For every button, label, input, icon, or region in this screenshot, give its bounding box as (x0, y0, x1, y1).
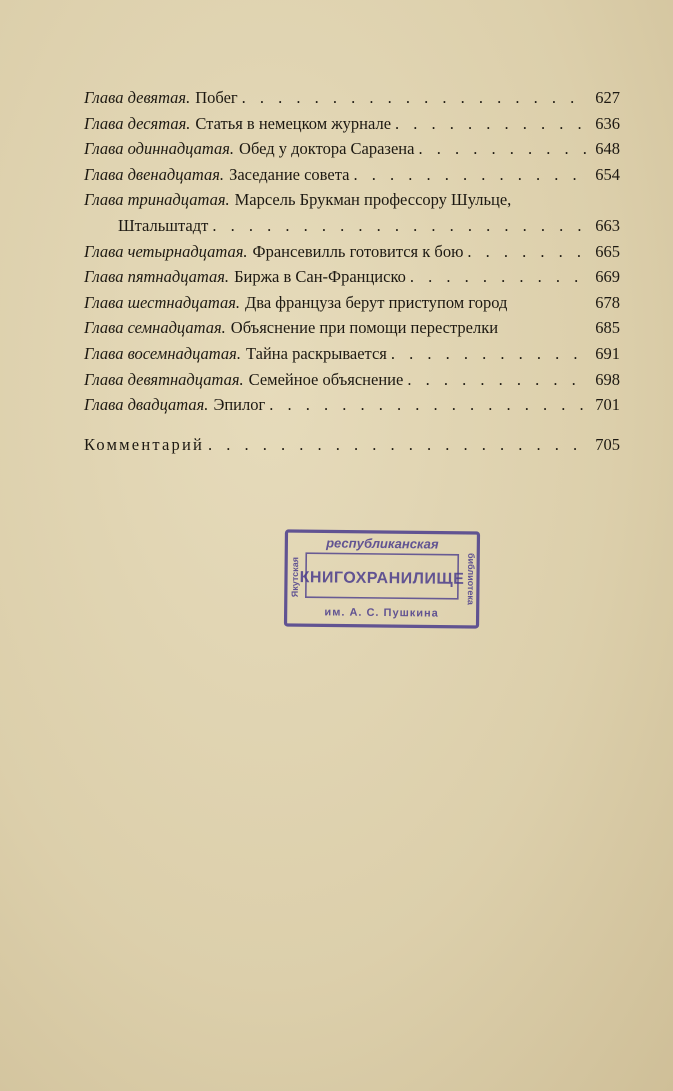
chapter-title: Два француза берут приступом город (245, 292, 508, 312)
leader-dots (391, 344, 586, 364)
chapter-title: Штальштадт (118, 215, 209, 235)
leader-dots (269, 395, 586, 415)
toc-entry-17 (84, 318, 620, 344)
section-gap (84, 421, 620, 435)
chapter-label: Глава девятнадцатая. (84, 369, 244, 389)
toc-entry-13 (84, 190, 620, 216)
stamp-left-vertical: Якутская (289, 556, 301, 598)
page-number: 678 (595, 292, 620, 312)
page-number: 701 (595, 395, 620, 415)
page-number: 705 (595, 434, 620, 454)
chapter-title: Заседание совета (229, 164, 350, 184)
chapter-title: Эпилог (213, 395, 266, 415)
chapter-title: Семейное объяснение (248, 369, 404, 389)
chapter-label: Глава тринадцатая. (84, 190, 230, 210)
chapter-title: Тайна раскрывается (245, 343, 387, 363)
chapter-title: Марсель Брукман профессору Шульце, (234, 190, 512, 210)
toc-entry-10 (84, 114, 620, 140)
stamp-line-1: республиканская (326, 535, 439, 552)
page-number: 648 (595, 139, 620, 159)
chapter-label: Глава четырнадцатая. (84, 241, 248, 261)
chapter-label: Глава восемнадцатая. (84, 343, 241, 363)
leader-dots (242, 88, 586, 108)
page-number: 685 (595, 318, 620, 338)
stamp-right-vertical: библиотека (465, 552, 477, 605)
table-of-contents (84, 88, 620, 460)
chapter-label: Глава двенадцатая. (84, 164, 225, 184)
page-number: 663 (595, 215, 620, 235)
page-number: 691 (595, 343, 620, 363)
commentary-title: Комментарий (84, 434, 205, 454)
leader-dots (212, 216, 586, 236)
leader-dots (395, 114, 586, 134)
chapter-title: Обед у доктора Саразена (239, 139, 415, 159)
chapter-label: Глава одиннадцатая. (84, 139, 235, 159)
toc-entry-18 (84, 344, 620, 370)
leader-dots (208, 435, 586, 455)
chapter-title: Побег (195, 88, 238, 107)
toc-entry-13-continued (84, 216, 620, 242)
page-number: 627 (595, 88, 620, 107)
toc-entry-14 (84, 242, 620, 268)
chapter-title: Биржа в Сан-Франциско (234, 267, 406, 287)
library-stamp (281, 525, 482, 633)
toc-entry-commentary (84, 435, 620, 461)
leader-dots (353, 165, 586, 185)
chapter-label: Глава девятая. (84, 88, 191, 107)
toc-entry-20 (84, 395, 620, 421)
stamp-line-2: КНИГОХРАНИЛИЩЕ (299, 569, 465, 588)
toc-entry-19 (84, 370, 620, 396)
chapter-label: Глава двадцатая. (84, 395, 209, 415)
chapter-label: Глава семнадцатая. (84, 318, 226, 338)
chapter-label: Глава пятнадцатая. (84, 267, 230, 287)
page-number: 654 (595, 164, 620, 184)
leader-dots (418, 139, 586, 159)
toc-entry-11 (84, 139, 620, 165)
chapter-label: Глава шестнадцатая. (84, 292, 241, 312)
toc-entry-16 (84, 293, 620, 319)
stamp-line-3: им. А. С. Пушкина (324, 606, 439, 620)
leader-dots (410, 267, 586, 287)
page-number: 698 (595, 369, 620, 389)
toc-entry-12 (84, 165, 620, 191)
page-number: 636 (595, 113, 620, 133)
page-number: 665 (595, 241, 620, 261)
chapter-title: Франсевилль готовится к бою (252, 241, 464, 261)
leader-dots (407, 370, 586, 390)
toc-entry-9 (84, 88, 620, 114)
leader-dots (467, 242, 586, 262)
chapter-title: Объяснение при помощи перестрелки (230, 318, 499, 338)
chapter-label: Глава десятая. (84, 113, 191, 133)
chapter-title: Статья в немецком журнале (195, 113, 392, 133)
page-number: 669 (595, 267, 620, 287)
toc-entry-15 (84, 267, 620, 293)
